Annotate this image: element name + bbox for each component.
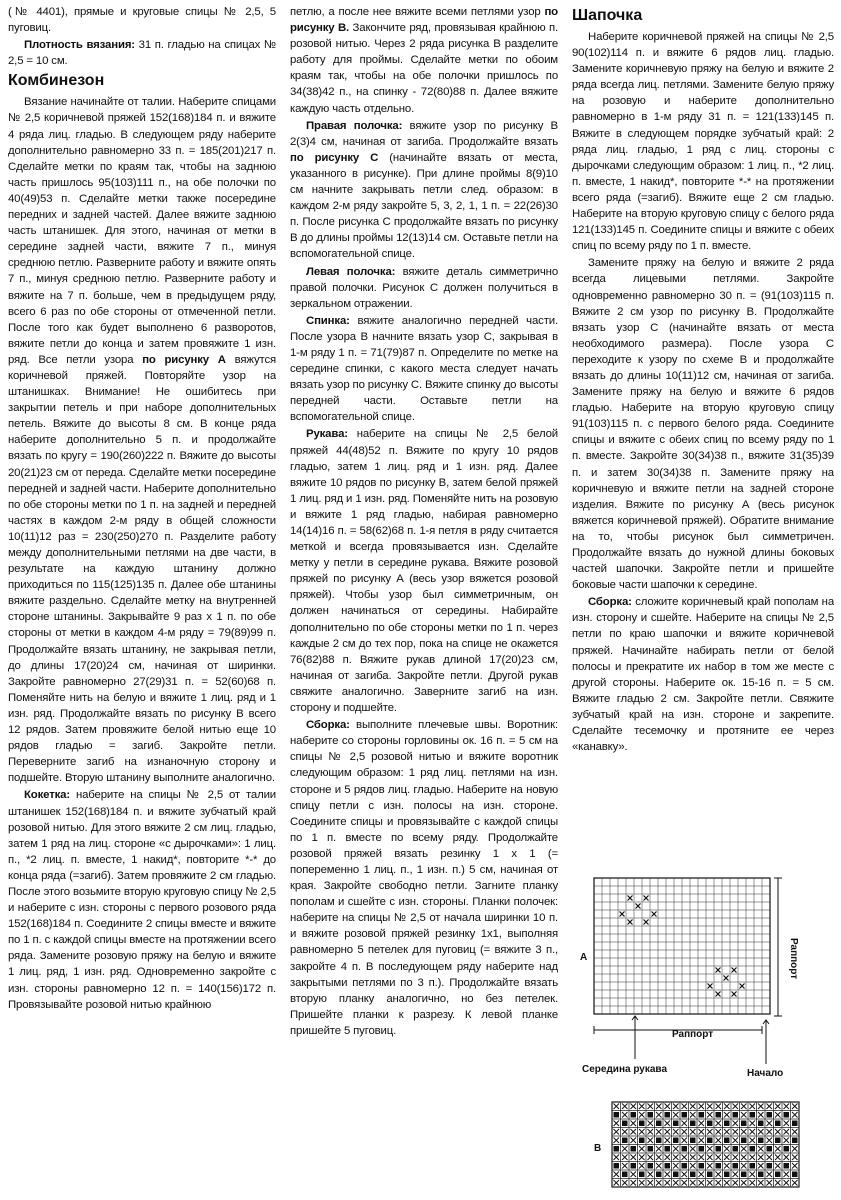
right-front-label: Правая полочка: [306,119,403,132]
chart-a-sleeve-middle: Середина рукава [582,1064,668,1075]
right-front-text-2: (начинайте вязать от места, указанного в рисунке). При длине проймы 8(9)10 см начните закрывать петли след. образом: в каждом 2-м ряду закройте 5, 3, 2, 1, 1 п. = 22(26)30 п. После рисунка С продолжайте вязать по рисунку В до длины проймы 12(13)14 см. Оставьте петли на вспомогательной спице. [290,151,558,261]
section-heading-overall: Комбинезон [8,72,105,90]
hat-assembly-paragraph [572,594,834,755]
chart-a-rapport-horizontal: Раппорт [672,1029,714,1040]
hat-paragraph-2: Замените пряжу на белую и вяжите 2 ряда всегда лицевыми петлями. Закройте одновременно равномерно 30 п. = (91(103)115 п. Вяжите 2 см узор по рисунку В. Продолжайте вязать узор С (начинайте вязать от места необходимого размера). После узора С переходите к узору по схеме В и продолжайте вязать до длины 10(11)12 см, начиная от загиба. Замените пряжу на белую и вяжите 6 рядов гладью. Наберите на вторую круговую спицу 91(103)115 п. с первого белого ряда. Соедините спицы и вяжите с обеих спиц по всему ряду по 1 п. вместе. Закройте 30(34)38 п., вяжите 31(35)39 п. и затем 30(34)38 п. Замените пряжу на коричневую и вяжите петли на задней стороне изделия. Вяжите по рисунку А (весь рисунок вяжется коричневой пряжей). Обратите внимание на то, чтобы рисунок был симметричен. Продолжайте вязать до нужной длины боковых частей шапочки. Закройте петли и пришейте боковые части шапочки к середине. [572,257,834,592]
chart-b-diagram [592,1100,834,1192]
yoke-continued [290,4,558,117]
chart-a-diagram [572,868,834,1083]
chart-b-label: B [594,1143,602,1154]
chart-a-start: Начало [747,1068,784,1079]
yoke-paragraph [8,787,276,1012]
right-front-text: вяжите узор по рисунку В 2(3)4 см, начиная от загиба. Продолжайте вязать [290,119,558,148]
yoke-cont-text: петлю, а после нее вяжите всеми петлями узор [290,6,545,18]
hat-assembly-text: сложите коричневый край пополам на изн. сторону и сшейте. Наберите на спицы № 2,5 петли по краю шапочки и вяжите коричневой пряжей. Начинайте набирать петли от белой полосы и прекратите их набор в том же месте с другой стороны. Наберите ок. 15-16 п. = 5 см. Вяжите гладью 2 см. Закройте петли. Свяжите зубчатый край на изн. стороне и закрепите. Сделайте тесемочку и протяните ее через «канавку». [572,596,834,754]
left-front-label: Левая полочка: [306,265,396,278]
chart-b-grid [612,1102,799,1187]
yoke-text: наберите на спицы № 2,5 от талии штанишек 152(168)184 п. и вяжите зубчатый край розовой нитью. Для этого вяжите 2 см лиц. гладью, затем 1 ряд на лиц. стороне «с дырочками»: 1 лиц. п., *2 лиц. п. вместе, 1 накид*, повторите *-* до конца ряда (=загиб). Затем провяжите 2 см гладью. После этого возьмите вторую круговую спицу № 2,5 и наберите с изн. стороны с первого розового ряда 152(168)184 п. Соедините 2 спицы вместе и вяжите по 1 п. с каждой спицы вместе на протяжении всего ряда. Замените розовую пряжу на белую и вяжите 1 лиц. ряд, 1 изн. ряд. Одновременно закройте с изн. стороны равномерно 12 п. = 140(156)172 п. Провязывайте розовой нитью крайнюю [8,789,276,1011]
density-paragraph [8,37,276,69]
sleeves-label: Рукава: [306,428,348,441]
left-front-paragraph [290,264,558,312]
hat-paragraph-1: Наберите коричневой пряжей на спицы № 2,5 90(102)114 п. и вяжите 6 рядов лиц. гладью. Замените коричневую пряжу на белую и вяжите 2 ряда всегда лиц. петлями. Замените белую пряжу на розовую и наберите дополнительно равномерно в 1-м ряду 31 п. = 121(133)145 п. Вяжите в следующем порядке зубчатый край: 2 ряда лиц. гладью, 1 ряд с лиц. стороны с дырочками следующим образом: 1 лиц. п., *2 лиц. п. вместе, 1 накид*, повторите *-* на протяжении всего ряда (=загиб). Вяжите еще 2 см гладью. Наберите на вторую круговую спицу с белого ряда 121(133)145 п. Соедините спицы и вяжите с обеих спиц по всему ряду по 1 п. вместе. [572,31,834,253]
left-front-text: вяжите деталь симметрично правой полочки. Рисунок С должен получиться в зеркальном отражении. [290,265,558,310]
overall-paragraph [8,94,276,786]
right-front-pattern-ref: по рисунку С [290,151,379,164]
density-label: Плотность вязания: [24,39,135,52]
hat-assembly-label: Сборка: [588,596,632,609]
assembly-text: выполните плечевые швы. Воротник: наберите со стороны горловины ок. 16 п. = 5 см на спицы № 2,5 розовой нитью и вяжите воротник следующим образом: 1 ряд лиц. петлями на изн. стороне и 5 рядов лиц. гладью. Наберите на новую спицу петли с изн. полосы на изн. стороне. Соедините спицы и провязывайте с каждой спицы по 1 п. вместе по всему ряду. Продолжайте розовой пряжей вязать резинку 1 х 1 (= попеременно 1 лиц. п., 1 изн. п.) 5 см, начиная от края. Закройте свободно петли. Загните планку пополам и сшейте с изн. стороны. Планки полочек: наберите на спицы № 2,5 от начала ширинки 10 п. и вяжите розовой пряжей резинку 1х1, выполняя равномерно 5 петелек для пуговиц (= вяжите 3 п., закройте 4 п. В последующем ряду наберите над закрытыми петлями по 3 п.). Продолжайте вязать вторую планку аналогично, но без петелек. Пришейте планки к разрезу. К левой планке пришейте 5 пуговиц. [290,719,558,1037]
column-middle [290,4,558,1196]
back-text: вяжите аналогично передней части. После узора В начните вязать узор С, закрывая в 1-м ряду 1 п. = 71(79)87 п. Определите по метке на середине спинки, с какого места следует начать вязать узор по рисунку С. Вяжите спинку до высоты передней части. Оставьте петли на вспомогательной спице. [290,314,558,424]
column-left [8,4,276,1196]
density-text: 31 п. гладью на спицах № 2,5 = 10 см. [8,39,276,68]
yoke-cont-text-2: Закончите ряд, провязывая крайнюю п. розовой нитью. Через 2 ряда рисунка В разделите работу для проймы. Сделайте метки по обоим краям так, чтобы на обе полочки пришлось по 34(38)42 п., на спинку - 72(80)88 п. Далее вяжите каждую часть отдельно. [290,22,558,115]
chart-a-grid [594,878,770,1014]
back-label: Спинка: [306,314,350,327]
section-heading-hat: Шапочка [572,7,643,24]
chart-a-label: A [580,952,588,963]
overall-pattern-ref: по рисунку А [142,353,226,366]
yoke-label: Кокетка: [24,789,71,802]
column-right [572,4,834,794]
sleeves-paragraph [290,426,558,716]
assembly-label: Сборка: [306,719,350,732]
right-front-paragraph [290,118,558,263]
back-paragraph [290,313,558,426]
sleeves-text: наберите на спицы № 2,5 белой пряжей 44(48)52 п. Вяжите по кругу 10 рядов гладью, затем 1 лиц. ряд и 1 изн. ряд. Далее вяжите 10 рядов по рисунку В, затем белой пряжей 1 лиц. ряд и 1 изн. ряд. Поменяйте нить на розовую и вяжите 1 ряд гладью, набирая равномерно 14(14)16 п. = 58(62)68 п. 1-я петля в ряду считается меткой и всегда провязывается изн. Сделайте метку у петли в середине рукава. Вяжите розовой пряжей по рисунку А (весь узор вяжется розовой пряжей). Чтобы узор был симметричным, он должен начинаться от середины. Набирайте дополнительно по обе стороны метки по 1 п. через каждые 2 см до тех пор, пока на спице не окажется 76(82)88 п. Вяжите рукав длиной 17(20)23 см, начиная от загиба. Закройте петли. Другой рукав свяжите аналогично. Заверните загиб на изн. сторону и подшейте. [290,428,558,715]
chart-a-rapport-vertical: Раппорт [788,938,799,980]
assembly-paragraph [290,717,558,1039]
yoke-pattern-ref: по рисунку В. [290,6,558,35]
overall-text-cont: вяжутся коричневой пряжей. Повторяйте узор на штанишках. Внимание! Не ошибитесь при закрытии петель и при наборе дополнительных петель. Вяжите до высоты 8 см. В конце ряда наберите дополнительно 5 п. и продолжайте вязать по кругу = 190(260)222 п. Вяжите до высоты 20(21)23 см от переда. Сделайте метки посередине передней и задней части. Наберите дополнительно по обе стороны метки по 1 п. на задней и передней частях в каждом 2-м ряду в общей сложности 10(11)12 раз = 230(250)270 п. Разделите работу между дополнительными петлями на две части, в результате на каждую штанину должно приходиться по 115(125)135 п. Далее обе штанины вяжите раздельно. Сделайте метку на внутренней стороне штанины. Закрывайте 9 раз х 1 п. по обе стороны от метки в каждом 4-м ряду = 79(89)99 п. Продолжайте вязать штанину, не закрывая петли, до длины 17(20)24 см, начиная от ширинки. Закройте равномерно 27(29)31 п. = 52(60)68 п. Поменяйте нить на белую и вяжите 1 лиц. ряд и 1 изн. ряд. Продолжайте вязать по рисунку В всего 12 рядов. Затем провяжите белой нитью еще 10 рядов гладью = загиб. Закройте петли. Переверните загиб на изнаночную сторону и подшейте. Вторую штанину выполните аналогично. [8,353,276,785]
materials-text: (№ 4401), прямые и круговые спицы № 2,5, 5 пуговиц. [8,6,276,35]
overall-text: Вязание начинайте от талии. Наберите спицами № 2,5 коричневой пряжей 152(168)184 п. и вяжите 4 ряда лиц. гладью. В следующем ряду наберите дополнительно равномерно 33 п. = 185(201)217 п. Сделайте метки по краям так, чтобы на заднюю часть пришлось 95(103)111 п., на обе полочки по 40(49)53 п. Сделайте метки также посередине передних и задней частей. Далее вяжите заднюю часть штанишек. Для этого, начиная от метки в середине задней части, вяжите 7 п., минуя среднюю петлю. Разверните работу и вяжите опять 7 п., минуя среднюю петлю. Разверните работу и вяжите на 7 п. больше, чем в предыдущем ряду, всего 6 раз по обе стороны от отмеченной петли. После того как будет выполнено 6 разворотов, вяжите петли до конца и затем провяжите 1 изн. ряд. Все петли узора [8,96,276,366]
